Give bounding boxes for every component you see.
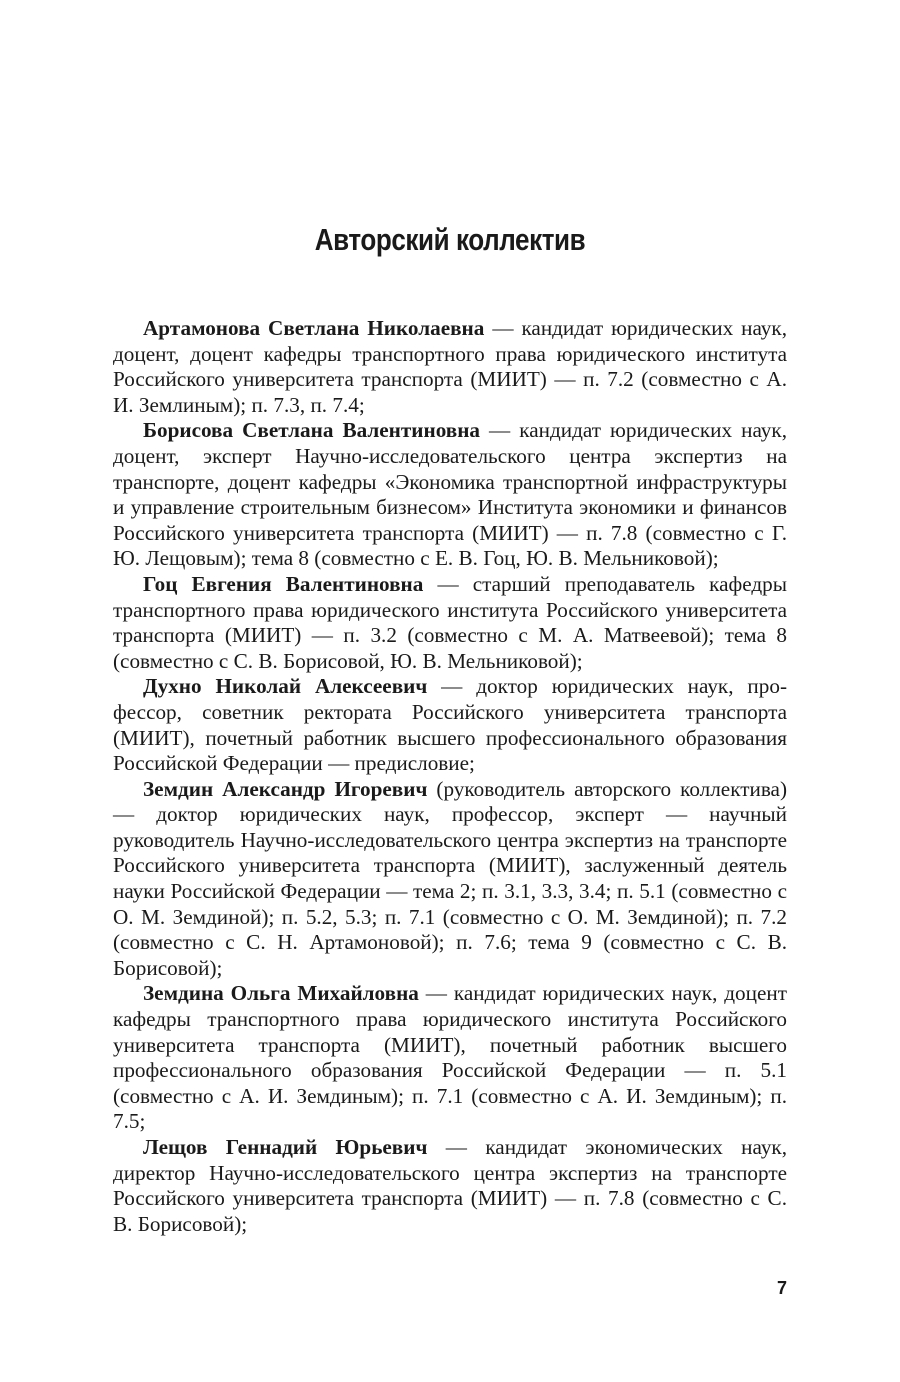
author-name: Земдин Александр Игоревич	[143, 776, 428, 801]
author-entry	[113, 1135, 787, 1237]
page-title: Авторский коллектив	[314, 222, 586, 257]
author-entry	[113, 418, 787, 572]
author-name: Лещов Геннадий Юрьевич	[143, 1135, 428, 1159]
author-name: Борисова Светлана Валентиновна	[143, 418, 481, 443]
author-description: — доктор юридических наук, профессор, советник ректората Российского университета транспорта (МИИТ), почетный работник высшего профессионального образования Российской Федерации — предисловие;	[113, 674, 787, 776]
author-entry	[113, 316, 787, 418]
author-list	[113, 316, 787, 1237]
author-entry	[113, 674, 787, 776]
author-description: — кандидат юридических наук, доцент, доцент кафедры транспортного права юридического института Российского университета транспорта (МИИТ) — п. 7.2 (совместно с А. И. Землиным); п. 7.3, п. 7.4;	[113, 316, 787, 417]
author-entry	[113, 777, 787, 982]
author-name: Духно Николай Алексеевич	[143, 674, 428, 699]
author-entry	[113, 572, 787, 674]
author-description: (руководитель авторского коллектива) — доктор юридических наук, профессор, эксперт — научный руководитель Научно-исследовательского центра экспертиз на транспорте Российского университета транспорта (МИИТ), заслуженный деятель науки Российской Федерации — тема 2; п. 3.1, 3.3, 3.4; п. 5.1 (совместно с О. М. Земдиной); п. 5.2, 5.3; п. 7.1 (совместно с О. М. Земдиной); п. 7.2 (совместно с С. Н. Артамоновой); п. 7.6; тема 9 (совместно с С. В. Борисовой);	[113, 776, 788, 980]
author-name: Артамонова Светлана Николаевна	[143, 316, 485, 340]
author-description: — кандидат юридических наук, доцент кафедры транспортного права юридического института Российского университета транспорта (МИИТ), почетный работник высшего профессионального образования Российской Федерации — п. 5.1 (совместно с А. И. Земдиным); п. 7.1 (совместно с А. И. Земдиным); п. 7.5;	[113, 981, 787, 1134]
author-description: — старший преподаватель кафедры транспортного права юридического института Российского университета транспорта (МИИТ) — п. 3.2 (совместно с М. А. Матвеевой); тема 8 (совместно с С. В. Борисовой, Ю. В. Мельниковой);	[113, 571, 787, 673]
author-name: Земдина Ольга Михайловна	[143, 981, 419, 1006]
author-description: — кандидат экономических наук, директор Научно-исследовательского центра экспертиз на транспорте Российского университета транспорта (МИИТ) — п. 7.8 (совместно с С. В. Борисовой);	[113, 1135, 788, 1236]
author-description: — кандидат юридических наук, доцент, эксперт Научно-исследовательского центра экспертиз на транспорте, доцент кафедры «Экономика транспортной инфраструктуры и управление строительным бизнесом» Института экономики и финансов Российского университета транспорта (МИИТ) — п. 7.8 (совместно с Г. Ю. Лещовым); тема 8 (совместно с Е. В. Гоц, Ю. В. Мельниковой);	[113, 418, 787, 571]
author-name: Гоц Евгения Валентиновна	[143, 571, 424, 596]
author-entry	[113, 981, 787, 1135]
page-number: 7	[776, 1278, 787, 1298]
